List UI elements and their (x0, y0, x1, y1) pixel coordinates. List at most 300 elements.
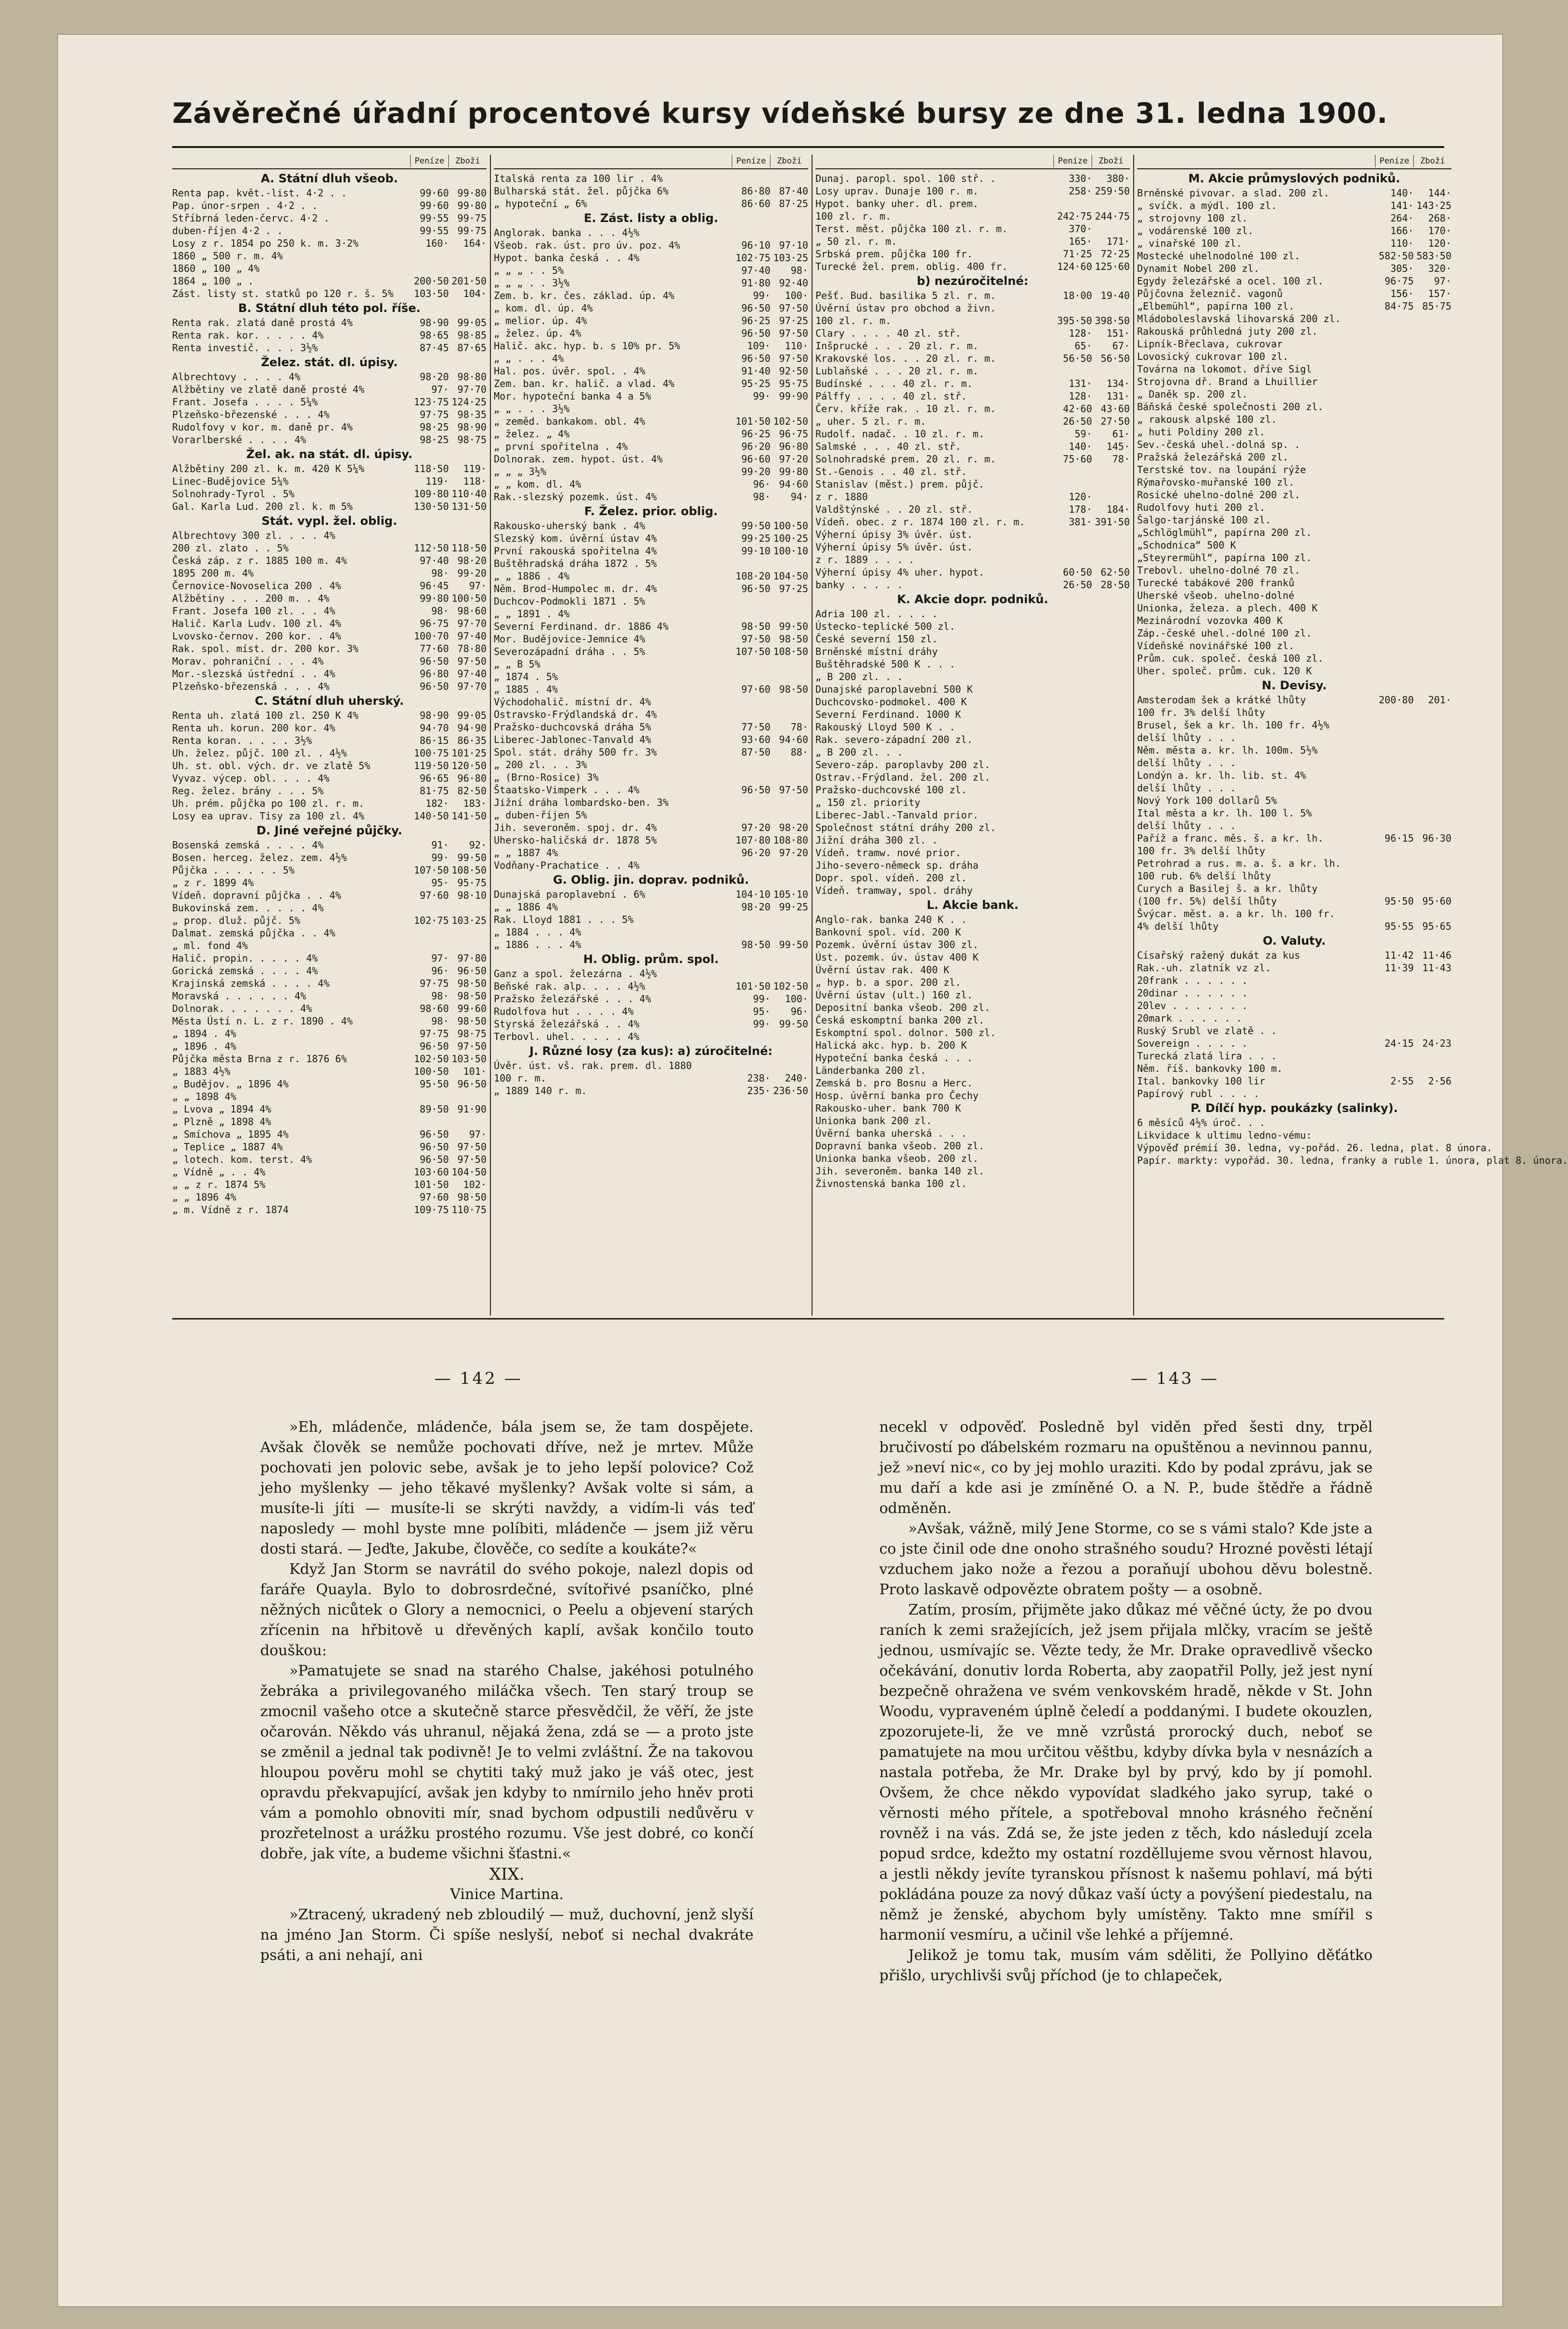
security-name: delší lhůty . . . (1137, 782, 1236, 794)
table-row (1137, 1012, 1451, 1024)
price-money (1054, 620, 1092, 633)
table-row (172, 1015, 487, 1027)
table-row (815, 1001, 1130, 1014)
security-name: 1860 „ 500 r. m. 4% (172, 250, 283, 262)
price-money (1376, 757, 1414, 769)
price-money: 99·60 (419, 200, 449, 211)
price-money: 97·75 (419, 978, 449, 989)
price-goods: 236·50 (773, 1085, 808, 1097)
table-row (172, 1191, 487, 1203)
security-name: 20lev . . . . . . . (1137, 1000, 1248, 1011)
price-money (1376, 706, 1414, 719)
price-money: 395·50 (1057, 315, 1092, 326)
price-goods: 98·20 (779, 822, 808, 833)
security-name: Duchcov-Podmokli 1871 . 5% (494, 595, 646, 607)
table-row (172, 617, 487, 630)
price-goods (1092, 1077, 1130, 1089)
price-money (1054, 708, 1092, 721)
price-goods (1092, 884, 1130, 897)
security-name: Úvěrní ústav rak. 400 K (815, 964, 949, 976)
security-name: 100 fr. 3% delší lhůty (1137, 707, 1265, 718)
table-row (494, 428, 808, 440)
security-name: „ (Brno-Rosice) 3% (494, 771, 599, 783)
price-goods (1414, 514, 1451, 526)
header-goods: Zboží (1092, 155, 1130, 167)
price-money: 370· (1068, 223, 1092, 235)
price-money: 98·50 (741, 939, 770, 950)
table-row (815, 453, 1130, 465)
security-name: Turecké tabákové 200 franků (1137, 577, 1295, 589)
security-name: Hypot. banky uher. dl. prem. (815, 198, 979, 209)
security-name: Alžbětiny . . . 200 m. . 4% (172, 593, 330, 604)
security-name: Půjčka města Brna z r. 1876 6% (172, 1053, 347, 1065)
price-goods: 104· (463, 288, 487, 299)
table-row (815, 340, 1130, 352)
price-goods: 99·25 (779, 901, 808, 913)
security-name: Albrechtovy . . . . 4% (172, 371, 300, 383)
price-goods: 98·85 (457, 329, 487, 341)
table-row (172, 542, 487, 554)
price-goods (1414, 665, 1451, 677)
price-goods: 98·60 (457, 605, 487, 617)
table-row (494, 938, 808, 951)
security-name: Dalmat. zemská půjčka . . 4% (172, 927, 336, 939)
table-row (815, 658, 1130, 670)
price-goods (770, 696, 808, 708)
price-goods (1092, 964, 1130, 976)
price-goods (1092, 1001, 1130, 1014)
security-name: „ Budějov. „ 1896 4% (172, 1078, 289, 1090)
table-row (815, 1077, 1130, 1089)
price-goods (1414, 1050, 1451, 1062)
price-goods (449, 939, 487, 952)
price-money (1054, 733, 1092, 746)
table-row (494, 415, 808, 428)
security-name: Frant. Josefa . . . . 5¼% (172, 396, 318, 408)
table-row (815, 210, 1130, 223)
price-goods: 240· (784, 1072, 808, 1084)
table-row (1137, 224, 1451, 237)
table-row (172, 262, 487, 275)
security-name: „ „ 1886 4% (494, 901, 558, 913)
price-money: 98· (431, 1015, 449, 1027)
table-row (1137, 212, 1451, 224)
table-row (815, 1039, 1130, 1052)
security-name: Sovereign . . . . . (1137, 1038, 1248, 1049)
section-heading: J. Různé losy (za kus): a) zúročitelné: (529, 1044, 773, 1058)
price-money (1376, 589, 1414, 602)
table-row (172, 383, 487, 396)
security-name: „ z r. 1899 4% (172, 877, 254, 889)
security-name: Zem. ban. kr. halič. a vlad. 4% (494, 378, 675, 389)
price-goods (1414, 476, 1451, 489)
price-goods: 145· (1106, 441, 1130, 452)
security-name: Východohalič. místní dr. 4% (494, 696, 651, 708)
price-money: 97·60 (419, 890, 449, 901)
price-money: 120· (1068, 491, 1092, 503)
security-name: Egydy železářské a ocel. 100 zl. (1137, 275, 1324, 287)
table-row (1137, 199, 1451, 212)
table-row (1137, 706, 1451, 719)
price-money: 124·60 (1057, 261, 1092, 272)
price-money: 109· (747, 340, 770, 352)
price-money (1054, 721, 1092, 733)
price-goods: 99·50 (779, 1018, 808, 1030)
security-name: 200 zl. zlato . . 5% (172, 542, 289, 554)
price-money: 86·60 (741, 198, 770, 209)
table-row (815, 696, 1130, 708)
price-goods: 100· (784, 290, 808, 301)
price-money: 97·75 (419, 409, 449, 420)
security-name: „ želez. úp. 4% (494, 327, 581, 339)
security-name: Zem. b. kr. čes. základ. úp. 4% (494, 290, 675, 301)
table-row (494, 683, 808, 696)
page-number-left: — 142 — (434, 1369, 523, 1388)
security-name: „ Smíchova „ 1895 4% (172, 1128, 289, 1140)
price-goods (770, 670, 808, 683)
security-name: „ „ „ . . 5% (494, 265, 564, 276)
price-goods: 97· (469, 580, 487, 592)
price-money (1054, 1026, 1092, 1039)
price-goods: 97·70 (457, 384, 487, 395)
security-name: Vyvaz. výcep. obl. . . . 4% (172, 772, 330, 784)
price-money: 99·60 (419, 187, 449, 199)
security-name: Losy z r. 1854 po 250 k. m. 3·2% (172, 237, 359, 249)
security-name: Mor.-slezská ústřední . . 4% (172, 668, 336, 680)
table-row (494, 980, 808, 993)
price-goods: 98·75 (457, 1028, 487, 1039)
table-row (494, 352, 808, 365)
security-name: Stanislav (měst.) prem. půjč. (815, 478, 985, 490)
security-name: Výherní úpisy 5% úvěr. úst. (815, 541, 973, 553)
table-row (494, 365, 808, 377)
price-goods: 97·50 (457, 1141, 487, 1153)
price-money (411, 927, 449, 939)
table-row (815, 516, 1130, 528)
table-row (1137, 413, 1451, 426)
price-money (1376, 350, 1414, 363)
security-name: Halič. propin. . . . . 4% (172, 952, 318, 964)
security-name: Petrohrad a rus. m. a. š. a kr. lh. (1137, 858, 1341, 869)
security-name: Jiho-severo-německ sp. dráha (815, 860, 979, 871)
price-goods: 97·70 (457, 681, 487, 692)
price-goods: 97·40 (457, 668, 487, 680)
table-row (172, 851, 487, 864)
price-money (1376, 614, 1414, 627)
security-name: Unionka banka všeob. 200 zl. (815, 1153, 979, 1164)
paragraph: Zatím, prosím, přijměte jako důkaz mé věčné úcty, že po dvou raních k zemi sražejících, jež jsem přijala mlčky, vracím se ještě jednou, usmívajíc se. Vězte tedy, že Mr. Drake opravedlivě všecko očekávání, donutiv lorda Roberta, aby zaopatřil Polly, jež jest nyní bezpečně ohražena ve svém venkovském hradě, někde v St. John Woodu, vypraveném úplně čeledí a poddanými. I budete okouzlen, zpozorujete-li, že ve mně vzrůstá prorocký duch, neboť se pamatujete na mou určitou věštbu, kdyby dívka byla v nesnázích a nastala potřeba, že Mr. Drake byl by prvý, kdo by jí pomohl. Ovšem, že chce někdo vypovídat sladkého jako syrup, také o věrnosti mého přítele, a spotřeboval mnoho krásného řečnění rovněž i na vás. Zdá se, že jste jeden z těch, kdo následují zcela popud srdce, kdežto my ostatní rozděllujeme svou věrnost hlavou, a jestli někdy jevíte tyranskou přísnost k našemu pohlaví, má býti pokládána pouze za nový důkaz vaší úcty a povýšení piedestalu, na němž je ženské, abychom byly umístěny. Takto mne smířil s harmonií vesmíru, a učinil vše lehké a příjemné. (879, 1602, 1373, 1943)
price-money: 96·25 (741, 315, 770, 326)
table-row (815, 579, 1130, 591)
security-name: Renta investič. . . . 3½% (172, 342, 318, 354)
table-row (1137, 375, 1451, 388)
security-name: z r. 1880 (815, 491, 868, 503)
security-name: „ duben-říjen 5% (494, 809, 587, 821)
table-row (172, 939, 487, 952)
price-money (1376, 999, 1414, 1012)
price-goods (1414, 794, 1451, 807)
security-name: Zemská b. pro Bosnu a Herc. (815, 1077, 973, 1089)
price-goods (770, 1030, 808, 1043)
security-name: „ 1874 . 5% (494, 671, 558, 682)
price-money (1054, 1152, 1092, 1165)
security-name: Severní Ferdinand. dr. 1886 4% (494, 621, 669, 632)
security-name: Výherní úpisy 3% úvěr. úst. (815, 529, 973, 540)
table-row (494, 252, 808, 264)
table-row (815, 185, 1130, 197)
table-row (172, 433, 487, 446)
price-goods: 98·50 (457, 978, 487, 989)
table-row (815, 248, 1130, 260)
price-money: 99·50 (741, 520, 770, 532)
table-row (1137, 870, 1451, 882)
price-money: 96·50 (419, 1154, 449, 1165)
table-row (1137, 275, 1451, 287)
table-row (172, 876, 487, 889)
price-goods (1414, 426, 1451, 438)
security-name: Anglo-rak. banka 240 K . . (815, 914, 967, 925)
price-goods (1092, 721, 1130, 733)
price-money: 98· (753, 491, 770, 503)
price-goods (1092, 758, 1130, 771)
table-row (494, 277, 808, 289)
table-row (815, 428, 1130, 440)
price-money (1054, 821, 1092, 834)
price-money: 96·50 (419, 655, 449, 667)
price-goods: 95·65 (1422, 920, 1451, 932)
table-row (494, 967, 808, 980)
price-goods (1092, 1039, 1130, 1052)
table-row (172, 668, 487, 680)
security-name: Ital města a kr. lh. 100 l. 5% (1137, 807, 1312, 819)
security-name: „ „ B 5% (494, 658, 541, 670)
price-goods: 98·80 (457, 371, 487, 383)
security-name: Uh. želez. půjč. 100 zl. . 4½% (172, 747, 347, 759)
security-name: Rak.-slezský pozemk. úst. 4% (494, 491, 657, 503)
price-goods: 98·10 (457, 890, 487, 901)
table-row (815, 872, 1130, 884)
right-page-text (879, 1417, 1373, 1986)
price-money: 89·50 (419, 1103, 449, 1115)
table-row (494, 490, 808, 503)
price-goods: 99·05 (457, 710, 487, 721)
security-name: Brněnské místní dráhy (815, 646, 938, 657)
table-row (172, 964, 487, 977)
security-name: Plzeňsko-březenská . . . 4% (172, 681, 330, 692)
security-name: „ 1886 . . . 4% (494, 939, 581, 950)
price-money: 59· (1074, 428, 1092, 440)
price-money: 24·15 (1384, 1038, 1414, 1049)
price-money: 102·75 (735, 252, 770, 264)
price-money (1054, 645, 1092, 658)
price-money (1376, 451, 1414, 463)
price-money: 582·50 (1378, 250, 1414, 262)
table-row (172, 990, 487, 1002)
security-name: Vídeňské novinářské 100 zl. (1137, 640, 1295, 652)
table-row (1137, 1050, 1451, 1062)
price-money: 26·50 (1063, 579, 1092, 591)
table-row (1137, 744, 1451, 757)
price-goods (770, 796, 808, 809)
table-row (172, 1065, 487, 1078)
table-row (494, 913, 808, 926)
security-name: Rýmařovsko-muřanské 100 zl. (1137, 476, 1295, 488)
price-goods (1414, 401, 1451, 413)
security-name: Papír. markty: vypořád. 30. ledna, franky a ruble 1. února, plat 8. února. (1137, 1155, 1568, 1166)
security-name: Štaatsko-Vimperk . . . 4% (494, 784, 640, 796)
price-money (1054, 784, 1092, 796)
table-row (815, 1152, 1130, 1165)
table-row (1137, 920, 1451, 933)
section-heading: L. Akcie bank. (927, 898, 1019, 912)
price-goods (1414, 577, 1451, 589)
table-row (1137, 694, 1451, 706)
security-name: Buštěhradská dráha 1872 . 5% (494, 558, 657, 569)
table-row (172, 1078, 487, 1090)
security-name: Amsterodam šek a krátké lhůty (1137, 694, 1306, 706)
price-goods (1092, 1026, 1130, 1039)
price-goods: 151· (1106, 327, 1130, 339)
security-name: Úvěrní ústav (ult.) 160 zl. (815, 989, 973, 1001)
table-row (815, 390, 1130, 402)
price-money: 264· (1390, 212, 1414, 224)
table-row (815, 708, 1130, 721)
price-goods: 157· (1428, 288, 1451, 299)
price-money: 42·60 (1063, 403, 1092, 415)
price-money (733, 967, 770, 980)
security-name: „ huti Poldiny 200 zl. (1137, 426, 1265, 438)
price-goods: 97·80 (457, 952, 487, 964)
price-money (1376, 438, 1414, 451)
table-row (494, 1059, 808, 1072)
security-name: Hosp. úvěrní banka pro Čechy (815, 1090, 979, 1101)
price-goods (1414, 1024, 1451, 1037)
price-goods (770, 771, 808, 784)
table-row (172, 902, 487, 914)
table-row (1137, 731, 1451, 744)
price-money (733, 172, 770, 185)
price-money (733, 708, 770, 721)
security-name: Rak. Lloyd 1881 . . . 5% (494, 914, 634, 925)
security-name: Rak.-uh. zlatník vz zl. (1137, 962, 1271, 974)
table-row (494, 1072, 808, 1084)
price-money (1054, 1089, 1092, 1102)
price-money: 107·80 (735, 834, 770, 846)
table-row (172, 772, 487, 785)
price-goods (1414, 870, 1451, 882)
table-row (1137, 1062, 1451, 1075)
security-name: Rudolfovy v kor. m. daně pr. 4% (172, 421, 353, 433)
price-money (733, 608, 770, 620)
table-row (1137, 489, 1451, 501)
table-row (1137, 639, 1451, 652)
table-row (815, 976, 1130, 989)
price-money: 140· (1068, 441, 1092, 452)
security-name: „ 1889 140 r. m. (494, 1085, 587, 1097)
column-header (172, 155, 487, 169)
price-goods (1414, 1087, 1451, 1100)
price-goods (1092, 872, 1130, 884)
table-row (172, 396, 487, 408)
price-money: 96·50 (419, 1040, 449, 1052)
table-row (494, 519, 808, 532)
price-goods: 85·75 (1422, 300, 1451, 312)
table-row (815, 733, 1130, 746)
security-name: Dunajská paroplavební . 6% (494, 889, 646, 900)
security-name: 100 zl. r. m. (815, 315, 891, 326)
security-name: Spol. stát. dráhy 500 fr. 3% (494, 746, 657, 758)
price-money (411, 262, 449, 275)
price-money: 128· (1068, 327, 1092, 339)
price-goods: 102·50 (773, 415, 808, 427)
security-name: „Elbemühl“, papírna 100 zl. (1137, 300, 1295, 312)
section-heading: N. Devisy. (1261, 679, 1327, 692)
security-name: Živnostenská banka 100 zl. (815, 1178, 967, 1189)
price-goods (1414, 501, 1451, 514)
price-goods: 91·90 (457, 1103, 487, 1115)
price-money: 96·80 (419, 668, 449, 680)
price-money: 97· (431, 384, 449, 395)
security-name: Rakousko-uherský bank . 4% (494, 520, 646, 532)
security-name: Vídeň. dopravní půjčka . . 4% (172, 890, 341, 901)
price-money (1376, 1050, 1414, 1062)
price-goods (770, 913, 808, 926)
security-name: banky . . . . . (815, 579, 903, 591)
price-money: 98·20 (741, 901, 770, 913)
price-money: 26·50 (1063, 415, 1092, 427)
price-money (1376, 413, 1414, 426)
section-heading: B. Státní dluh této pol. říše. (238, 301, 421, 315)
table-row (494, 264, 808, 277)
section-heading: F. Želez. prior. oblig. (584, 504, 718, 518)
price-goods (1414, 338, 1451, 350)
price-goods: 99·60 (457, 1003, 487, 1014)
price-goods: 2·56 (1428, 1075, 1451, 1087)
price-goods: 78·80 (457, 643, 487, 654)
price-money (1376, 987, 1414, 999)
price-money: 18·00 (1063, 290, 1092, 301)
security-name: Pap. únor-srpen . 4·2 . . (172, 200, 318, 211)
price-goods (1092, 1052, 1130, 1064)
price-goods: 102· (463, 1179, 487, 1190)
price-goods (1092, 846, 1130, 859)
table-row (1137, 401, 1451, 413)
table-row (172, 642, 487, 655)
security-name: Ostrav.-Frýdland. žel. 200 zl. (815, 771, 991, 783)
table-row (494, 645, 808, 658)
security-name: Úst. pozemk. úv. ústav 400 K (815, 951, 979, 963)
table-row (815, 721, 1130, 733)
price-goods: 380· (1106, 173, 1130, 184)
price-goods: 125·60 (1095, 261, 1130, 272)
table-row (815, 377, 1130, 390)
price-goods (1092, 620, 1130, 633)
price-goods: 88· (790, 746, 808, 758)
price-money (1054, 809, 1092, 821)
price-money: 84·75 (1384, 300, 1414, 312)
header-money: Peníze (1375, 155, 1413, 167)
price-goods: 100· (784, 993, 808, 1005)
table-row (172, 500, 487, 513)
price-goods: 103·25 (773, 252, 808, 264)
price-money: 305· (1390, 263, 1414, 274)
table-row (494, 746, 808, 758)
security-name: Renta pap. květ.-list. 4·2 . . (172, 187, 347, 199)
security-name: Losy ea uprav. Tisy za 100 zl. 4% (172, 810, 365, 822)
security-name: „ rakousk alpské 100 zl. (1137, 414, 1277, 425)
table-row (494, 696, 808, 708)
price-money (1376, 769, 1414, 782)
